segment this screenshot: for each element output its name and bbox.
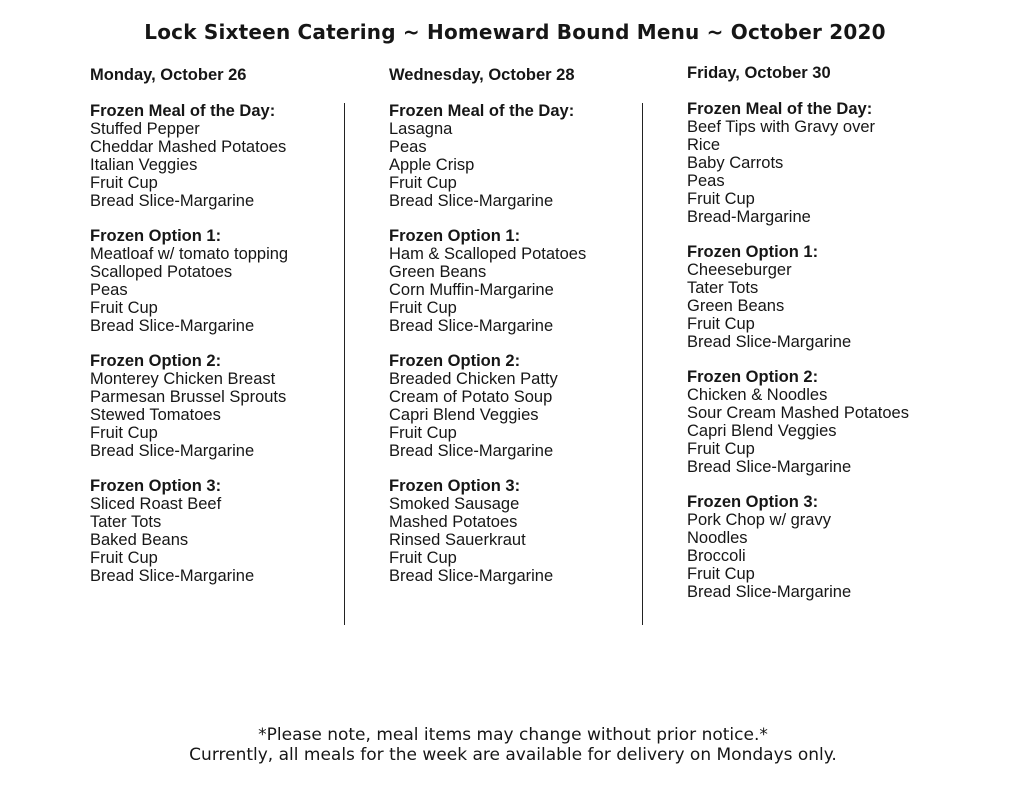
meal-sections bbox=[90, 102, 350, 585]
section-title: Frozen Option 1: bbox=[90, 227, 222, 245]
meal-section bbox=[90, 352, 350, 460]
footer-note: *Please note, meal items may change without prior notice.* bbox=[258, 725, 768, 745]
menu-item: Smoked Sausage bbox=[389, 495, 520, 513]
menu-item: Bread Slice-Margarine bbox=[687, 583, 852, 601]
section-title: Frozen Option 3: bbox=[687, 493, 819, 511]
day-heading: Monday, October 26 bbox=[90, 66, 247, 84]
section-title: Frozen Option 2: bbox=[389, 352, 521, 370]
menu-item: Broccoli bbox=[687, 547, 746, 565]
menu-item: Bread Slice-Margarine bbox=[389, 567, 554, 585]
section-title: Frozen Option 1: bbox=[687, 243, 819, 261]
meal-section bbox=[389, 227, 649, 335]
menu-item: Chicken & Noodles bbox=[687, 386, 828, 404]
section-title: Frozen Meal of the Day: bbox=[687, 100, 873, 118]
menu-item: Baby Carrots bbox=[687, 154, 784, 172]
meal-section bbox=[90, 477, 350, 585]
day-column-wednesday bbox=[389, 64, 649, 602]
section-title: Frozen Option 3: bbox=[90, 477, 222, 495]
day-heading: Friday, October 30 bbox=[687, 64, 831, 82]
menu-item: Scalloped Potatoes bbox=[90, 263, 233, 281]
menu-item: Bread Slice-Margarine bbox=[687, 333, 852, 351]
menu-item: Italian Veggies bbox=[90, 156, 198, 174]
day-column-friday bbox=[687, 64, 927, 618]
menu-item: Fruit Cup bbox=[389, 549, 457, 567]
menu-item: Bread Slice-Margarine bbox=[90, 317, 255, 335]
menu-item: Bread Slice-Margarine bbox=[389, 442, 554, 460]
menu-item: Fruit Cup bbox=[687, 440, 755, 458]
menu-item: Bread Slice-Margarine bbox=[687, 458, 852, 476]
meal-section bbox=[389, 477, 649, 585]
menu-item: Tater Tots bbox=[687, 279, 759, 297]
menu-item: Green Beans bbox=[687, 297, 785, 315]
menu-item: Green Beans bbox=[389, 263, 487, 281]
menu-item: Monterey Chicken Breast bbox=[90, 370, 276, 388]
menu-item: Stewed Tomatoes bbox=[90, 406, 221, 424]
meal-section bbox=[687, 493, 927, 601]
menu-item: Bread Slice-Margarine bbox=[90, 192, 255, 210]
menu-item: Ham & Scalloped Potatoes bbox=[389, 245, 587, 263]
menu-item: Baked Beans bbox=[90, 531, 189, 549]
menu-item: Meatloaf w/ tomato topping bbox=[90, 245, 289, 263]
meal-section bbox=[687, 368, 927, 476]
menu-item: Cheddar Mashed Potatoes bbox=[90, 138, 287, 156]
menu-item: Corn Muffin-Margarine bbox=[389, 281, 554, 299]
section-title: Frozen Meal of the Day: bbox=[90, 102, 276, 120]
menu-item: Noodles bbox=[687, 529, 748, 547]
meal-section bbox=[389, 102, 649, 210]
menu-item: Lasagna bbox=[389, 120, 453, 138]
meal-section bbox=[687, 243, 927, 351]
menu-item: Beef Tips with Gravy over bbox=[687, 118, 875, 136]
menu-item: Fruit Cup bbox=[90, 174, 158, 192]
meal-section bbox=[389, 352, 649, 460]
menu-item: Bread-Margarine bbox=[687, 208, 811, 226]
menu-item: Bread Slice-Margarine bbox=[389, 317, 554, 335]
menu-item: Apple Crisp bbox=[389, 156, 475, 174]
section-title: Frozen Meal of the Day: bbox=[389, 102, 575, 120]
menu-item: Tater Tots bbox=[90, 513, 162, 531]
meal-section bbox=[687, 100, 927, 226]
menu-item: Fruit Cup bbox=[389, 174, 457, 192]
day-column-monday bbox=[90, 64, 350, 602]
menu-item: Fruit Cup bbox=[389, 424, 457, 442]
menu-item: Fruit Cup bbox=[687, 315, 755, 333]
menu-item: Cheeseburger bbox=[687, 261, 792, 279]
menu-item: Bread Slice-Margarine bbox=[90, 567, 255, 585]
footer-delivery-info: Currently, all meals for the week are available for delivery on Mondays only. bbox=[189, 745, 837, 765]
page-title: Lock Sixteen Catering ~ Homeward Bound Menu ~ October 2020 bbox=[144, 20, 886, 44]
meal-sections bbox=[687, 100, 927, 601]
menu-item: Capri Blend Veggies bbox=[687, 422, 837, 440]
menu-item: Fruit Cup bbox=[90, 549, 158, 567]
menu-item: Fruit Cup bbox=[90, 299, 158, 317]
menu-item: Peas bbox=[687, 172, 725, 190]
menu-item: Breaded Chicken Patty bbox=[389, 370, 558, 388]
menu-item: Stuffed Pepper bbox=[90, 120, 200, 138]
section-title: Frozen Option 2: bbox=[90, 352, 222, 370]
menu-item: Mashed Potatoes bbox=[389, 513, 518, 531]
menu-item: Pork Chop w/ gravy bbox=[687, 511, 831, 529]
menu-item: Sour Cream Mashed Potatoes bbox=[687, 404, 909, 422]
menu-item: Rice bbox=[687, 136, 721, 154]
menu-item: Capri Blend Veggies bbox=[389, 406, 539, 424]
menu-item: Fruit Cup bbox=[687, 565, 755, 583]
menu-item: Bread Slice-Margarine bbox=[389, 192, 554, 210]
menu-item: Sliced Roast Beef bbox=[90, 495, 222, 513]
menu-item: Fruit Cup bbox=[389, 299, 457, 317]
menu-item: Cream of Potato Soup bbox=[389, 388, 553, 406]
day-heading: Wednesday, October 28 bbox=[389, 66, 575, 84]
menu-item: Parmesan Brussel Sprouts bbox=[90, 388, 287, 406]
meal-sections bbox=[389, 102, 649, 585]
meal-section bbox=[90, 227, 350, 335]
menu-item: Peas bbox=[389, 138, 427, 156]
section-title: Frozen Option 3: bbox=[389, 477, 521, 495]
menu-item: Fruit Cup bbox=[687, 190, 755, 208]
section-title: Frozen Option 2: bbox=[687, 368, 819, 386]
menu-item: Rinsed Sauerkraut bbox=[389, 531, 526, 549]
menu-item: Bread Slice-Margarine bbox=[90, 442, 255, 460]
footer-notice bbox=[0, 725, 1026, 765]
meal-section bbox=[90, 102, 350, 210]
menu-item: Peas bbox=[90, 281, 128, 299]
menu-item: Fruit Cup bbox=[90, 424, 158, 442]
section-title: Frozen Option 1: bbox=[389, 227, 521, 245]
